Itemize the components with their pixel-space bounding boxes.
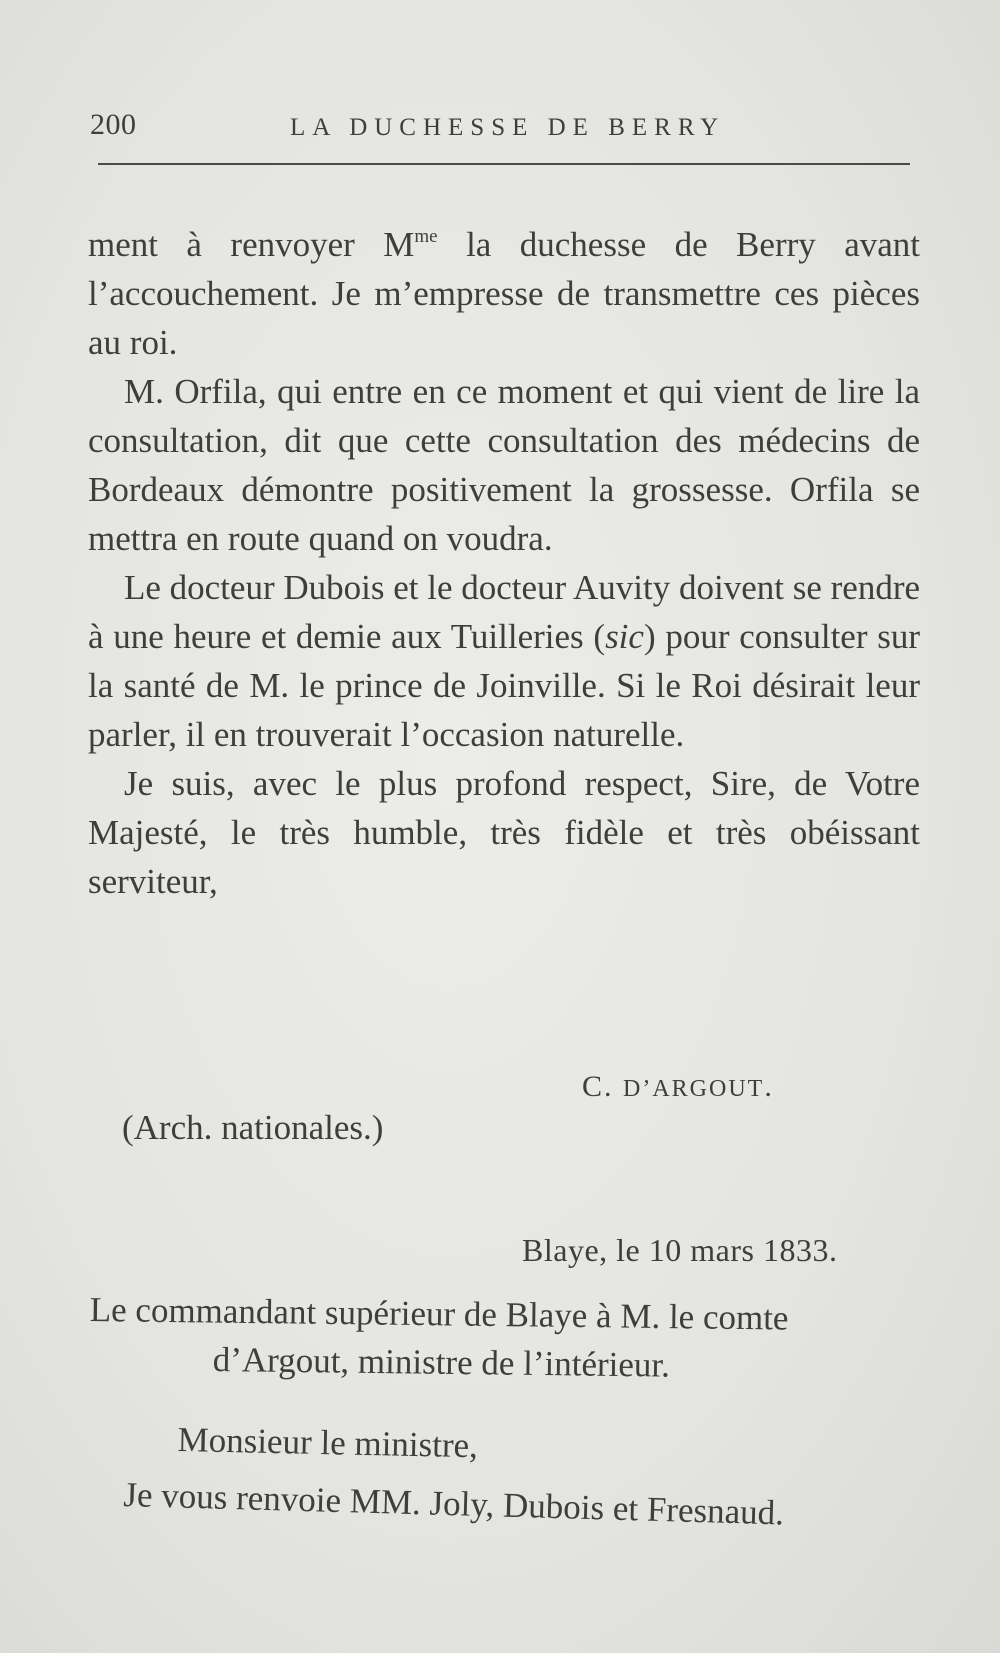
running-title: LA DUCHESSE DE BERRY (290, 114, 726, 141)
paragraph-3: Le docteur Dubois et le docteur Auvity doivent se rendre à une heure et demie aux Tuilleries (sic) pour consulter sur la santé de M. le prince de Joinville. Si le Roi désirait leur parler, il en trouverait l’occasion naturelle. (88, 568, 921, 754)
letter-heading-line-2: d’Argout, ministre de l’intérieur. (212, 1340, 671, 1385)
superscript: me (414, 226, 438, 247)
page-header (90, 108, 910, 148)
letter-first-line: Je vous renvoie MM. Joly, Dubois et Fresnaud. (122, 1475, 785, 1533)
salutation: Monsieur le ministre, (177, 1420, 479, 1466)
signature-name: D’ARGOUT (623, 1076, 765, 1102)
paragraph-4: Je suis, avec le plus profond respect, Sire, de Votre Majesté, le très humble, très fidèle et très obéissant serviteur, (88, 764, 920, 901)
letter-heading-line-1: Le commandant supérieur de Blaye à M. le comte (89, 1290, 789, 1338)
page-number: 200 (90, 108, 137, 141)
body-text (88, 212, 920, 906)
paragraph-2: M. Orfila, qui entre en ce moment et qui vient de lire la consultation, dit que cette consultation des médecins de Bordeaux démontre positivement la grossesse. Orfila se mettra en route quand on voudra. (88, 372, 920, 558)
date-line: Blaye, le 10 mars 1833. (522, 1232, 838, 1268)
sic-italic: sic (605, 617, 644, 656)
paragraph-1: ment à renvoyer $M^{me}$ la duchesse de Berry avant l’accouchement. Je m’empresse de transmettre ces pièces au roi. (88, 225, 920, 362)
archive-note: (Arch. nationales.) (122, 1108, 384, 1147)
signature: C. D’ARGOUT. (582, 1070, 774, 1103)
header-rule (98, 163, 910, 165)
